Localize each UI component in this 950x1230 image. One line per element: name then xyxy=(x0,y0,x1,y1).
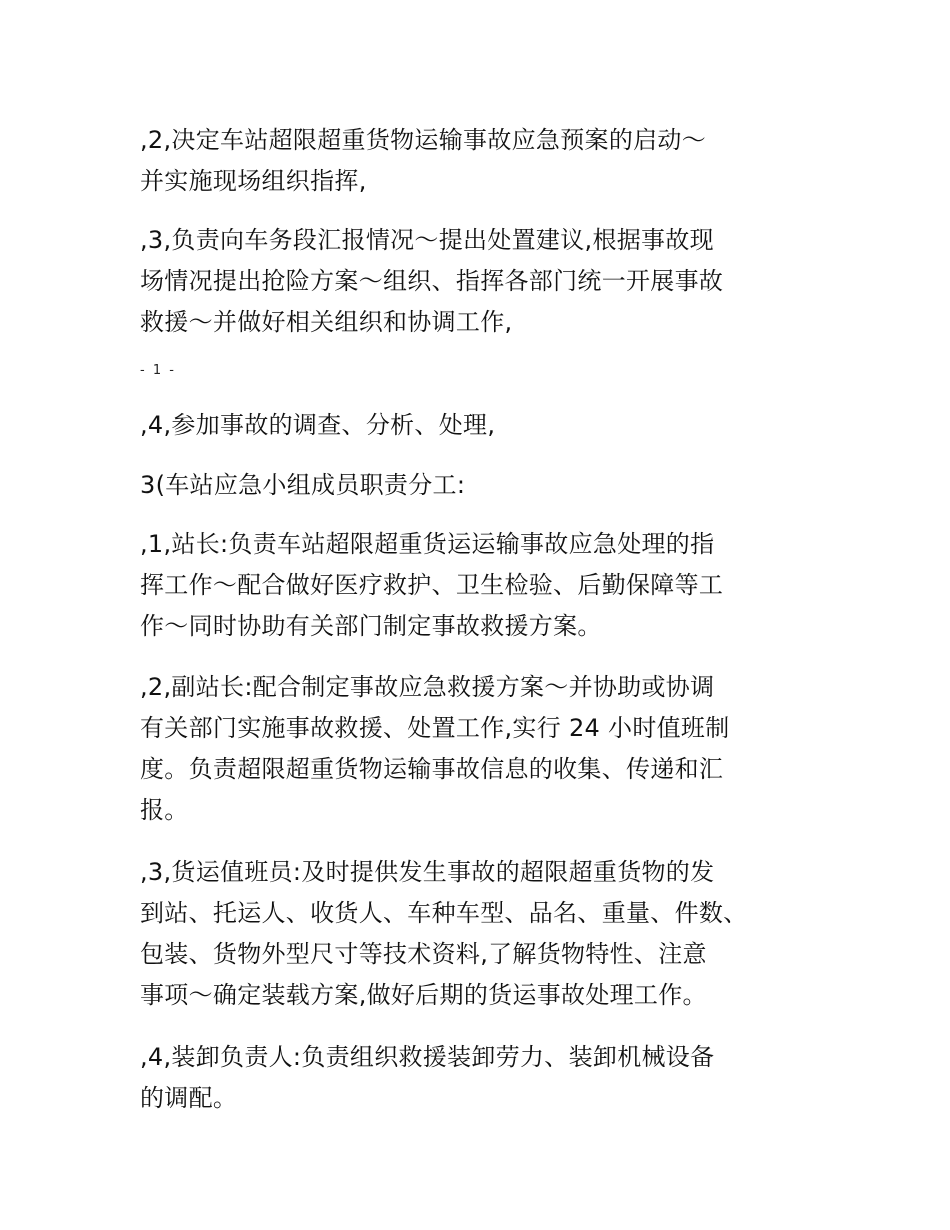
text-line: ,2,副站长:配合制定事故应急救援方案～并协助或协调 xyxy=(140,673,715,701)
text-line: 并实施现场组织指挥, xyxy=(140,167,367,195)
text-line: ,2,决定车站超限超重货物运输事故应急预案的启动～ xyxy=(140,126,707,154)
paragraph-loading-supervisor xyxy=(140,1037,830,1119)
text-line: 事项～确定装载方案,做好后期的货运事故处理工作。 xyxy=(140,981,707,1009)
text-line: ,4,参加事故的调查、分析、处理, xyxy=(140,411,496,439)
text-line: 的调配。 xyxy=(140,1084,238,1112)
text-line: 场情况提出抢险方案～组织、指挥各部门统一开展事故 xyxy=(140,267,724,295)
text-line: 作～同时协助有关部门制定事故救援方案。 xyxy=(140,612,602,640)
text-line: 包装、货物外型尺寸等技术资料,了解货物特性、注意 xyxy=(140,940,707,968)
text-line: 挥工作～配合做好医疗救护、卫生检验、后勤保障等工 xyxy=(140,571,724,599)
text-line: ,3,货运值班员:及时提供发生事故的超限超重货物的发 xyxy=(140,858,715,886)
text-line: 3(车站应急小组成员职责分工: xyxy=(140,471,466,499)
text-line: 度。负责超限超重货物运输事故信息的收集、传递和汇 xyxy=(140,755,724,783)
text-line: ,3,负责向车务段汇报情况～提出处置建议,根据事故现 xyxy=(140,226,714,254)
paragraph-station-master xyxy=(140,524,830,647)
text-line: 报。 xyxy=(140,796,189,824)
text-line: ,4,装卸负责人:负责组织救援装卸劳力、装卸机械设备 xyxy=(140,1043,715,1071)
paragraph-duty-4 xyxy=(140,405,830,446)
text-line: 到站、托运人、收货人、车种车型、品名、重量、件数、 xyxy=(140,899,748,927)
text-line: ,1,站长:负责车站超限超重货运运输事故应急处理的指 xyxy=(140,530,715,558)
text-line: 救援～并做好相关组织和协调工作, xyxy=(140,308,513,336)
section-heading-member-duties xyxy=(140,465,830,506)
paragraph-duty-3 xyxy=(140,220,830,343)
paragraph-duty-2 xyxy=(140,120,830,202)
text-line: 有关部门实施事故救援、处置工作,实行 24 小时值班制 xyxy=(140,714,730,742)
page-number: - 1 - xyxy=(140,363,176,378)
paragraph-freight-duty-officer xyxy=(140,852,830,1016)
paragraph-deputy-station-master xyxy=(140,667,830,831)
